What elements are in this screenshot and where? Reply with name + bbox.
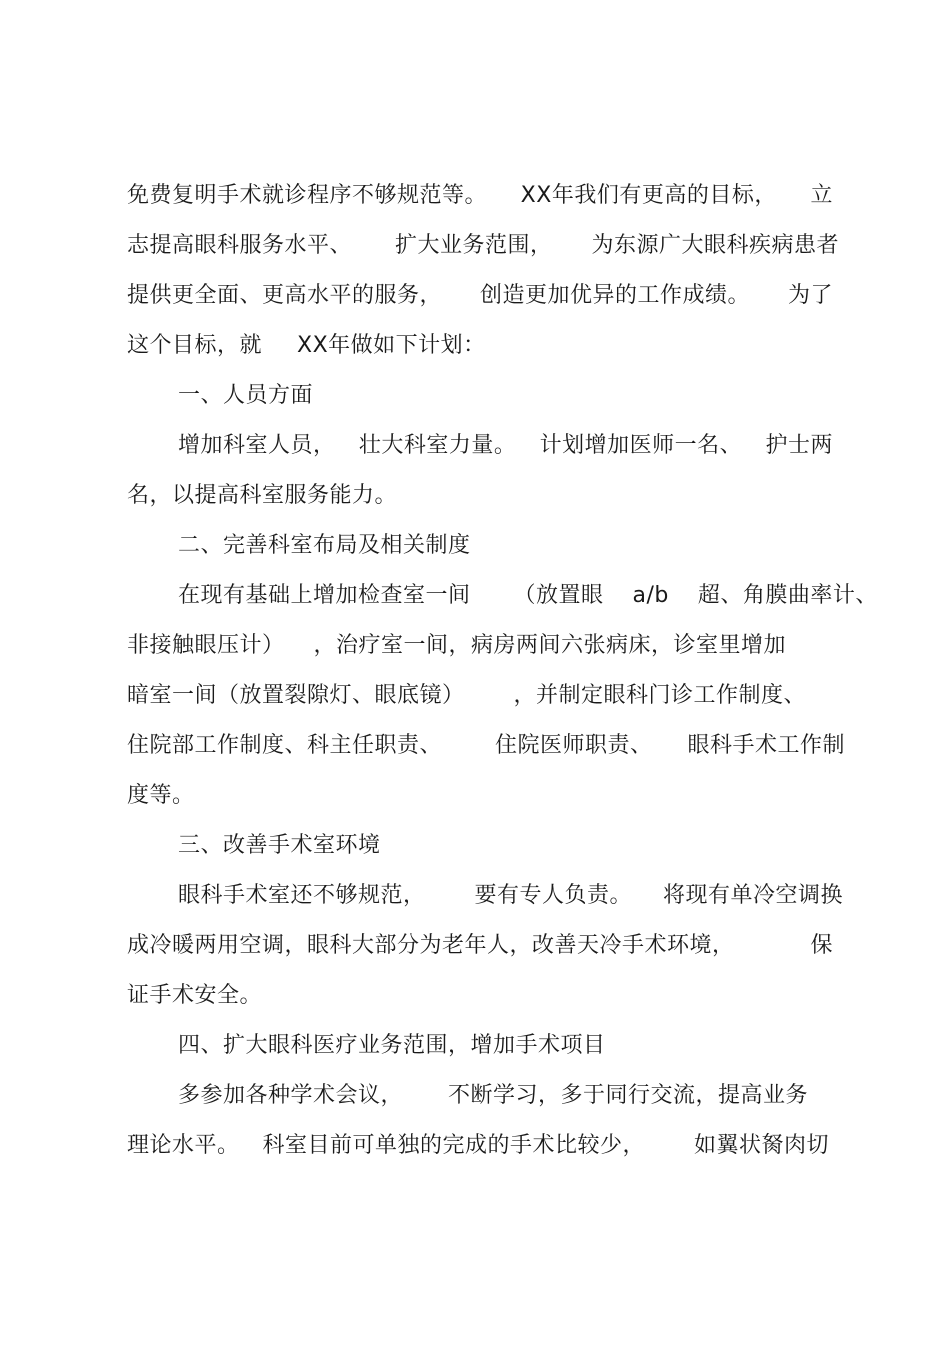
text-segment: 眼科手术室还不够规范， [178,883,426,908]
text-segment: 这个目标，就 [127,333,263,358]
text-segment: 壮大科室力量。 [358,433,517,458]
text-segment: 不断学习，多于同行交流，提高业务 [448,1083,809,1108]
text-segment: 证手术安全。 [127,983,263,1008]
text-segment: 将现有单冷空调换 [663,883,844,908]
text-line-10 [127,626,833,666]
text-segment: 在现有基础上增加检查室一间 [178,583,471,608]
text-segment: ，治疗室一间，病房两间六张病床，诊室里增加 [313,633,787,658]
heading-text: 三、改善手术室环境 [178,833,381,858]
text-line-6 [178,426,833,466]
text-line-19 [178,1076,833,1116]
text-line-3 [127,276,833,316]
text-segment: 成冷暖两用空调，眼科大部分为老年人，改善天冷手术环境， [127,933,735,958]
text-segment: 护士两 [765,433,833,458]
text-line-4 [127,326,833,366]
text-line-9 [178,576,878,616]
text-segment: 创造更加优异的工作成绩。 [479,283,750,308]
text-segment: 名，以提高科室服务能力。 [127,483,398,508]
text-line-7 [127,476,833,516]
text-segment: 为了 [787,283,833,308]
text-segment: XX年我们有更高的目标， [520,183,777,208]
text-segment: 理论水平。 [127,1133,240,1158]
section-heading-4 [178,1026,833,1066]
text-segment: 如翼状胬肉切 [694,1133,830,1158]
text-segment: 立 [810,183,833,208]
heading-text: 一、人员方面 [178,383,314,408]
section-heading-1 [178,376,833,416]
text-line-12 [127,726,846,766]
text-segment: 计划增加医师一名、 [539,433,743,458]
text-line-20 [127,1126,833,1166]
heading-text: 四、扩大眼科医疗业务范围，增加手术项目 [178,1033,606,1058]
text-segment: XX年做如下计划： [297,333,486,358]
section-heading-3 [178,826,833,866]
text-segment: 志提高眼科服务水平、 [127,233,353,258]
text-segment: 多参加各种学术会议， [178,1083,404,1108]
text-line-2 [127,226,840,266]
text-line-15 [178,876,844,916]
text-segment: 度等。 [127,783,195,808]
text-segment: 提供更全面、更高水平的服务， [127,283,443,308]
text-segment: 要有专人负责。 [474,883,633,908]
text-segment: （放置眼 [513,583,604,608]
text-segment: 保 [810,933,833,958]
text-line-1 [127,176,833,216]
text-segment: 扩大业务范围， [395,233,553,258]
text-segment: 免费复明手术就诊程序不够规范等。 [127,183,488,208]
section-heading-2 [178,526,833,566]
text-segment: 科室目前可单独的完成的手术比较少， [262,1133,646,1158]
text-segment: 超、角膜曲率计、 [697,583,878,608]
text-segment: ，并制定眼科门诊工作制度、 [513,683,807,708]
heading-text: 二、完善科室布局及相关制度 [178,533,471,558]
text-line-13 [127,776,833,816]
text-segment: 非接触眼压计） [127,633,285,658]
text-line-11 [127,676,833,716]
text-line-17 [127,976,833,1016]
text-line-16 [127,926,833,966]
text-segment: 住院医师职责、 [495,733,653,758]
text-segment: 为东源广大眼科疾病患者 [591,233,840,258]
text-segment: 暗室一间（放置裂隙灯、眼底镜） [127,683,465,708]
text-segment: 增加科室人员， [178,433,336,458]
text-segment: a/b [632,583,669,608]
text-segment: 眼科手术工作制 [687,733,846,758]
text-segment: 住院部工作制度、科主任职责、 [127,733,443,758]
